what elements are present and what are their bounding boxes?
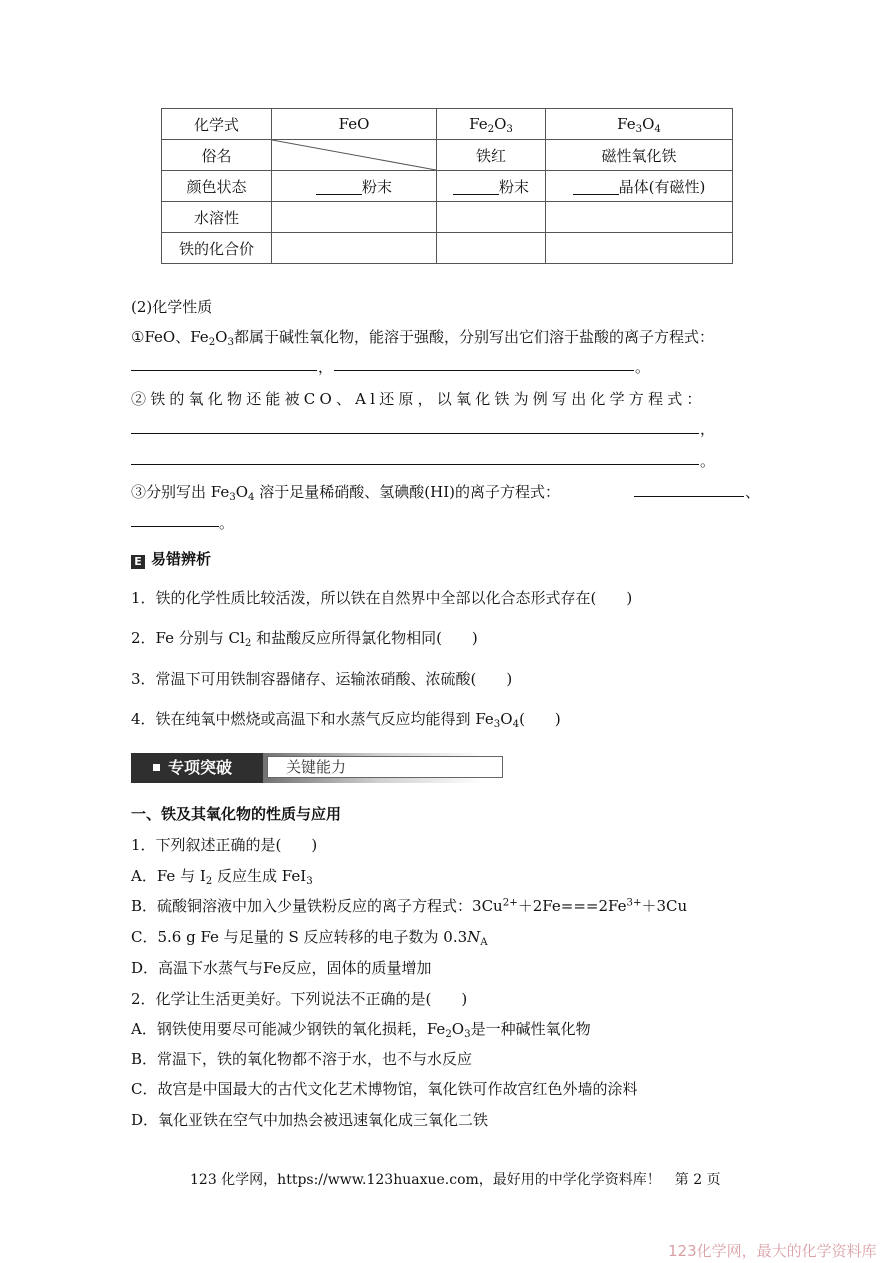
punct-separator: 、 [745, 483, 761, 501]
chem-heading: (2)化学性质 [131, 298, 213, 316]
error-item: 4．铁在纯氧中燃烧或高温下和水蒸气反应均能得到 $Fe_3O_4$( ) [131, 710, 561, 731]
answer-cell[interactable] [272, 202, 437, 233]
table-cell [546, 171, 733, 202]
option-c[interactable]: C．故宫是中国最大的古代文化艺术博物馆，氧化铁可作故宫红色外墙的涂料 [131, 1080, 638, 1098]
chem-question-3: ③分别写出 $Fe_3O_4$ 溶于足量稀硝酸、氢碘酸(HI)的离子方程式： [131, 483, 560, 504]
cell-text: 粉末 [498, 177, 529, 196]
table-row [162, 233, 733, 264]
error-item: 1．铁的化学性质比较活泼，所以铁在自然界中全部以化合态形式存在( ) [131, 589, 633, 607]
error-flag-icon: E [131, 555, 145, 569]
question-stem: 1．下列叙述正确的是( ) [131, 836, 318, 854]
cell-text: 粉末 [361, 177, 392, 196]
option-b[interactable]: B．常温下，铁的氧化物都不溶于水，也不与水反应 [131, 1050, 473, 1068]
option-a[interactable]: A．Fe 与 $I_2$ 反应生成 FeI$_3$ [131, 867, 313, 888]
answer-line[interactable] [131, 433, 699, 434]
site-watermark: 123化学网，最大的化学资料库 [668, 1242, 877, 1260]
chem-question-1: ①FeO、$Fe_2O_3$都属于碱性氧化物，能溶于强酸，分别写出它们溶于盐酸的离子方程式： [131, 328, 714, 349]
table-header-cell: 化学式 [162, 109, 272, 140]
diagonal-line-icon [272, 140, 436, 170]
answer-line[interactable] [131, 370, 317, 371]
chem-question-2: ②铁的氧化物还能被CO、Al还原，以氧化铁为例写出化学方程式： [131, 390, 706, 408]
answer-line[interactable] [131, 526, 219, 527]
option-d[interactable]: D．氧化亚铁在空气中加热会被迅速氧化成三氧化二铁 [131, 1111, 489, 1129]
answer-cell[interactable] [546, 202, 733, 233]
error-analysis-header [131, 548, 211, 569]
answer-line[interactable] [131, 464, 699, 465]
table-cell: 铁红 [437, 140, 546, 171]
banner-main [131, 753, 263, 783]
page-footer: 123 化学网，https://www.123huaxue.com，最好用的中学化学资料库！ 第 2 页 [190, 1172, 721, 1188]
answer-line[interactable] [334, 370, 634, 371]
table-row [162, 171, 733, 202]
table-cell [437, 171, 546, 202]
table-row-label: 颜色状态 [162, 171, 272, 202]
iron-oxide-properties-table [161, 108, 733, 264]
punct-period: 。 [635, 358, 651, 376]
error-analysis-title: 易错辨析 [151, 550, 212, 568]
table-header-cell: FeO [272, 109, 437, 140]
table-row-label: 铁的化合价 [162, 233, 272, 264]
punct-period: 。 [219, 514, 235, 532]
table-row [162, 202, 733, 233]
table-row-label: 俗名 [162, 140, 272, 171]
answer-blank[interactable] [573, 178, 619, 195]
option-d[interactable]: D．高温下水蒸气与Fe反应，固体的质量增加 [131, 959, 432, 977]
answer-line[interactable] [634, 496, 744, 497]
punct-comma: ， [318, 358, 334, 376]
table-row [162, 140, 733, 171]
option-a[interactable]: A．钢铁使用要尽可能减少钢铁的氧化损耗，$Fe_2O_3$是一种碱性氧化物 [131, 1020, 591, 1041]
table-row [162, 109, 733, 140]
error-item: 2．Fe 分别与 $Cl_2$ 和盐酸反应所得氯化物相同( ) [131, 629, 478, 650]
square-bullet-icon [153, 764, 160, 771]
table-header-cell: $Fe_3O_4$ [546, 109, 733, 140]
banner-sub: 关键能力 [267, 756, 503, 778]
table-row-label: 水溶性 [162, 202, 272, 233]
question-stem: 2．化学让生活更美好。下列说法不正确的是( ) [131, 990, 468, 1008]
answer-cell[interactable] [546, 233, 733, 264]
error-item: 3．常温下可用铁制容器储存、运输浓硝酸、浓硫酸( ) [131, 670, 513, 688]
table-cell-diagonal [272, 140, 437, 171]
answer-cell[interactable] [437, 202, 546, 233]
answer-blank[interactable] [453, 178, 499, 195]
banner-main-label: 专项突破 [168, 758, 233, 777]
answer-blank[interactable] [316, 178, 362, 195]
section-banner [131, 753, 484, 783]
table-cell: 磁性氧化铁 [546, 140, 733, 171]
punct-period: 。 [700, 452, 716, 470]
option-c[interactable]: C．5.6 g Fe 与足量的 S 反应转移的电子数为 $0.3N_A$ [131, 928, 488, 949]
section-title: 一、铁及其氧化物的性质与应用 [131, 805, 342, 823]
option-b[interactable]: B．硫酸铜溶液中加入少量铁粉反应的离子方程式：$3Cu^{2+}+2Fe===2Fe^{3+}+3Cu$ [131, 897, 688, 915]
table-header-cell: $Fe_2O_3$ [437, 109, 546, 140]
answer-cell[interactable] [437, 233, 546, 264]
answer-cell[interactable] [272, 233, 437, 264]
cell-text: 晶体(有磁性) [618, 177, 706, 196]
table-cell [272, 171, 437, 202]
punct-comma: ， [700, 420, 716, 438]
